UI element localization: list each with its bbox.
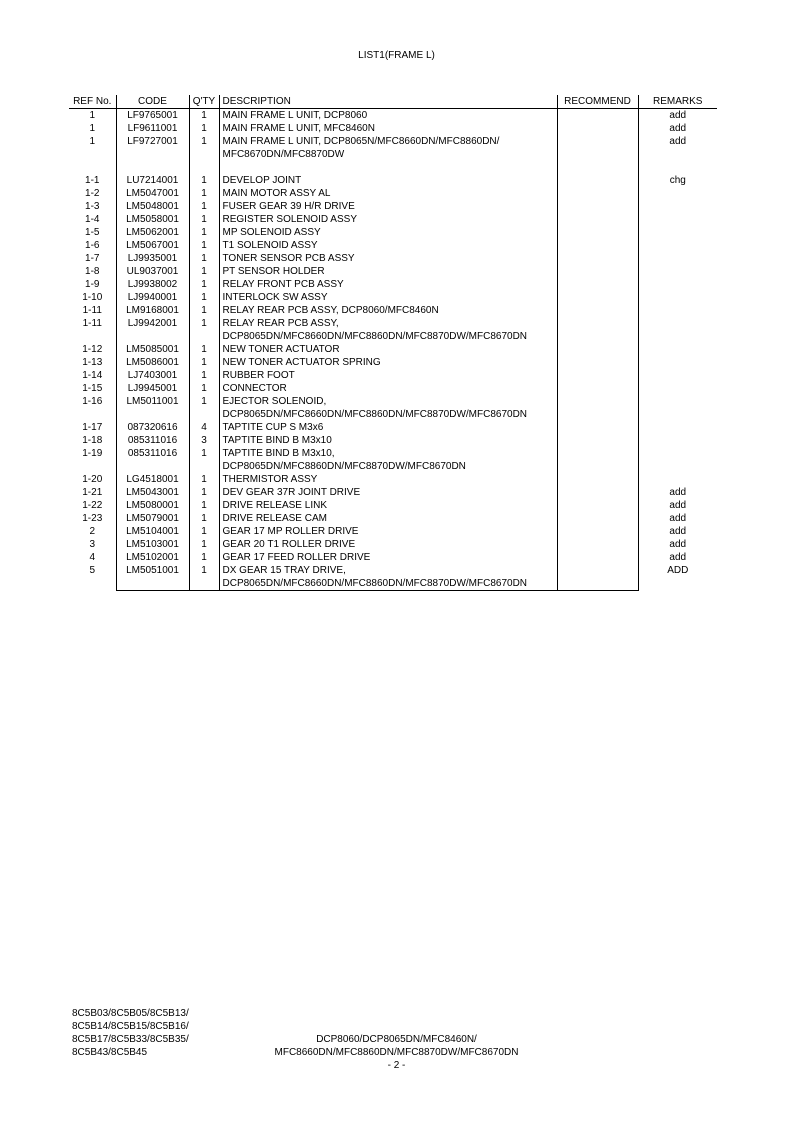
- cell-ref-no: 1-4: [69, 213, 116, 226]
- cell-qty: 1: [189, 356, 219, 369]
- cell-description: RELAY REAR PCB ASSY, DCP8060/MFC8460N: [219, 304, 557, 317]
- table-row: [69, 265, 717, 278]
- header-code: CODE: [116, 95, 189, 109]
- parts-table: [69, 95, 717, 591]
- cell-recommend: [557, 252, 638, 265]
- cell-recommend: [557, 577, 638, 591]
- cell-code: LJ9938002: [116, 278, 189, 291]
- cell-qty: 1: [189, 343, 219, 356]
- table-row: [69, 382, 717, 395]
- cell-recommend: [557, 135, 638, 148]
- cell-qty: [189, 577, 219, 591]
- cell-ref-no: 1-20: [69, 473, 116, 486]
- cell-ref-no: 4: [69, 551, 116, 564]
- cell-recommend: [557, 408, 638, 421]
- cell-qty: [189, 460, 219, 473]
- cell-code: LM5058001: [116, 213, 189, 226]
- cell-code: LJ9945001: [116, 382, 189, 395]
- cell-code: LM5062001: [116, 226, 189, 239]
- cell-description: RELAY REAR PCB ASSY,: [219, 317, 557, 330]
- cell-qty: 1: [189, 317, 219, 330]
- cell-ref-no: 1-21: [69, 486, 116, 499]
- cell-recommend: [557, 122, 638, 135]
- cell-recommend: [557, 200, 638, 213]
- cell-code: 085311016: [116, 434, 189, 447]
- page-number: - 2 -: [387, 1060, 406, 1071]
- cell-description: THERMISTOR ASSY: [219, 473, 557, 486]
- table-row: [69, 512, 717, 525]
- cell-ref-no: 1: [69, 122, 116, 135]
- cell-code: [116, 148, 189, 161]
- cell-recommend: [557, 317, 638, 330]
- cell-qty: 1: [189, 291, 219, 304]
- cell-description: GEAR 17 MP ROLLER DRIVE: [219, 525, 557, 538]
- cell-recommend: [557, 109, 638, 123]
- cell-code: LM5104001: [116, 525, 189, 538]
- cell-qty: 1: [189, 278, 219, 291]
- cell-code: LM5086001: [116, 356, 189, 369]
- cell-ref-no: 1-14: [69, 369, 116, 382]
- cell-remarks: [638, 356, 717, 369]
- cell-recommend: [557, 213, 638, 226]
- cell-description: MAIN FRAME L UNIT, DCP8065N/MFC8660DN/MFC8860DN/: [219, 135, 557, 148]
- cell-recommend: [557, 369, 638, 382]
- cell-description: DCP8065DN/MFC8660DN/MFC8860DN/MFC8870DW/MFC8670DN: [219, 330, 557, 343]
- cell-qty: 1: [189, 369, 219, 382]
- cell-qty: 1: [189, 239, 219, 252]
- cell-recommend: [557, 265, 638, 278]
- cell-remarks: add: [669, 487, 687, 498]
- cell-code: LM5103001: [116, 538, 189, 551]
- cell-ref-no: 1-22: [69, 499, 116, 512]
- cell-code: 087320616: [116, 421, 189, 434]
- footer-model-codes-line: 8C5B43/8C5B45: [72, 1047, 148, 1058]
- cell-ref-no: 1-6: [69, 239, 116, 252]
- cell-recommend: [557, 148, 638, 161]
- header-qty: Q'TY: [189, 95, 219, 109]
- table-row: [69, 356, 717, 369]
- cell-ref-no: 5: [69, 564, 116, 577]
- cell-qty: 1: [189, 265, 219, 278]
- cell-recommend: [557, 278, 638, 291]
- cell-recommend: [557, 551, 638, 564]
- table-row: [69, 304, 717, 317]
- cell-remarks: [638, 473, 717, 486]
- cell-qty: 1: [189, 538, 219, 551]
- cell-qty: 1: [189, 200, 219, 213]
- cell-remarks: [638, 187, 717, 200]
- cell-qty: 1: [189, 122, 219, 135]
- cell-remarks: chg: [669, 175, 686, 186]
- cell-ref-no: 1-13: [69, 356, 116, 369]
- cell-description: MP SOLENOID ASSY: [219, 226, 557, 239]
- cell-recommend: [557, 421, 638, 434]
- cell-code: LM5085001: [116, 343, 189, 356]
- cell-qty: 1: [189, 226, 219, 239]
- cell-remarks: [638, 291, 717, 304]
- cell-remarks: [638, 369, 717, 382]
- cell-code: LF9765001: [116, 109, 189, 123]
- table-row: [69, 551, 717, 564]
- table-header-row: [69, 95, 717, 109]
- table-row: [69, 317, 717, 330]
- cell-qty: 1: [189, 382, 219, 395]
- cell-qty: 1: [189, 473, 219, 486]
- cell-qty: 1: [189, 252, 219, 265]
- page-title: LIST1(FRAME L): [358, 50, 435, 61]
- cell-recommend: [557, 512, 638, 525]
- cell-remarks: [638, 434, 717, 447]
- cell-code: LM5079001: [116, 512, 189, 525]
- cell-description: NEW TONER ACTUATOR SPRING: [219, 356, 557, 369]
- cell-remarks: [638, 382, 717, 395]
- cell-code: LJ9935001: [116, 252, 189, 265]
- cell-remarks: [638, 252, 717, 265]
- table-row: [69, 434, 717, 447]
- cell-code: LM5011001: [116, 395, 189, 408]
- cell-qty: 1: [189, 174, 219, 187]
- table-row: [69, 395, 717, 408]
- table-row: [69, 486, 717, 499]
- cell-recommend: [557, 486, 638, 499]
- cell-description: RELAY FRONT PCB ASSY: [219, 278, 557, 291]
- cell-code: LG4518001: [116, 473, 189, 486]
- cell-ref-no: 1-15: [69, 382, 116, 395]
- cell-remarks: [638, 577, 717, 591]
- cell-description: DRIVE RELEASE CAM: [219, 512, 557, 525]
- cell-qty: 1: [189, 486, 219, 499]
- cell-ref-no: 1-8: [69, 265, 116, 278]
- table-row: [69, 187, 717, 200]
- table-row: [69, 330, 717, 343]
- header-recommend: RECOMMEND: [557, 95, 638, 109]
- cell-qty: 1: [189, 187, 219, 200]
- cell-remarks: [638, 213, 717, 226]
- cell-remarks: [638, 278, 717, 291]
- cell-code: [116, 460, 189, 473]
- table-row: [69, 200, 717, 213]
- table-row: [69, 473, 717, 486]
- cell-qty: 3: [189, 434, 219, 447]
- cell-qty: 1: [189, 395, 219, 408]
- cell-recommend: [557, 564, 638, 577]
- cell-recommend: [557, 304, 638, 317]
- parts-table-body: [69, 109, 717, 591]
- table-row: [69, 278, 717, 291]
- cell-code: LJ7403001: [116, 369, 189, 382]
- cell-ref-no: 1-12: [69, 343, 116, 356]
- cell-remarks: add: [669, 539, 687, 550]
- cell-description: REGISTER SOLENOID ASSY: [219, 213, 557, 226]
- cell-recommend: [557, 343, 638, 356]
- cell-remarks: [638, 265, 717, 278]
- cell-ref-no: 1-18: [69, 434, 116, 447]
- cell-recommend: [557, 395, 638, 408]
- cell-code: UL9037001: [116, 265, 189, 278]
- cell-ref-no: 1-17: [69, 421, 116, 434]
- cell-ref-no: 1-11: [69, 317, 116, 330]
- table-row: [69, 408, 717, 421]
- cell-recommend: [557, 434, 638, 447]
- cell-description: PT SENSOR HOLDER: [219, 265, 557, 278]
- cell-description: MAIN FRAME L UNIT, DCP8060: [219, 109, 557, 123]
- cell-remarks: [638, 343, 717, 356]
- cell-ref-no: 1-9: [69, 278, 116, 291]
- cell-ref-no: 1-2: [69, 187, 116, 200]
- cell-description: MAIN FRAME L UNIT, MFC8460N: [219, 122, 557, 135]
- cell-qty: 4: [189, 421, 219, 434]
- cell-code: [116, 577, 189, 591]
- cell-code: [116, 330, 189, 343]
- cell-code: LM5102001: [116, 551, 189, 564]
- cell-recommend: [557, 187, 638, 200]
- cell-code: LM5080001: [116, 499, 189, 512]
- spacer-cell: [69, 161, 116, 174]
- cell-recommend: [557, 382, 638, 395]
- cell-code: LM5051001: [116, 564, 189, 577]
- table-row: [69, 369, 717, 382]
- cell-ref-no: [69, 330, 116, 343]
- cell-ref-no: 1-19: [69, 447, 116, 460]
- cell-remarks: [638, 304, 717, 317]
- cell-qty: 1: [189, 499, 219, 512]
- cell-description: GEAR 17 FEED ROLLER DRIVE: [219, 551, 557, 564]
- cell-recommend: [557, 538, 638, 551]
- cell-code: LJ9940001: [116, 291, 189, 304]
- cell-description: DX GEAR 15 TRAY DRIVE,: [219, 564, 557, 577]
- cell-recommend: [557, 473, 638, 486]
- cell-remarks: [638, 447, 717, 460]
- cell-description: TAPTITE BIND B M3x10: [219, 434, 557, 447]
- spacer-cell: [219, 161, 557, 174]
- cell-recommend: [557, 460, 638, 473]
- cell-ref-no: 1-23: [69, 512, 116, 525]
- cell-ref-no: 1-5: [69, 226, 116, 239]
- cell-ref-no: [69, 577, 116, 591]
- cell-ref-no: 1: [69, 135, 116, 148]
- cell-code: LM9168001: [116, 304, 189, 317]
- cell-remarks: [638, 317, 717, 330]
- cell-qty: 1: [189, 213, 219, 226]
- cell-qty: 1: [189, 135, 219, 148]
- cell-ref-no: 1-10: [69, 291, 116, 304]
- cell-recommend: [557, 525, 638, 538]
- footer-model-codes-line: 8C5B03/8C5B05/8C5B13/: [72, 1008, 189, 1019]
- cell-code: LF9611001: [116, 122, 189, 135]
- table-row: [69, 577, 717, 591]
- cell-recommend: [557, 330, 638, 343]
- cell-code: LM5048001: [116, 200, 189, 213]
- cell-recommend: [557, 239, 638, 252]
- cell-ref-no: [69, 148, 116, 161]
- cell-qty: 1: [189, 525, 219, 538]
- cell-code: LU7214001: [116, 174, 189, 187]
- table-row: [69, 343, 717, 356]
- cell-description: T1 SOLENOID ASSY: [219, 239, 557, 252]
- cell-qty: 1: [189, 447, 219, 460]
- cell-description: DEVELOP JOINT: [219, 174, 557, 187]
- table-row: [69, 252, 717, 265]
- cell-remarks: [638, 421, 717, 434]
- cell-description: EJECTOR SOLENOID,: [219, 395, 557, 408]
- cell-recommend: [557, 356, 638, 369]
- table-row: [69, 135, 717, 148]
- cell-remarks: add: [669, 526, 687, 537]
- cell-recommend: [557, 226, 638, 239]
- cell-ref-no: 1-1: [69, 174, 116, 187]
- header-description: DESCRIPTION: [219, 95, 557, 109]
- cell-remarks: [638, 148, 717, 161]
- table-row: [69, 538, 717, 551]
- cell-description: FUSER GEAR 39 H/R DRIVE: [219, 200, 557, 213]
- table-row: [69, 122, 717, 135]
- cell-code: LF9727001: [116, 135, 189, 148]
- table-row: [69, 499, 717, 512]
- cell-remarks: add: [669, 500, 687, 511]
- cell-recommend: [557, 291, 638, 304]
- cell-description: MFC8670DN/MFC8870DW: [219, 148, 557, 161]
- table-row: [69, 291, 717, 304]
- footer-model-codes-line: 8C5B14/8C5B15/8C5B16/: [72, 1021, 189, 1032]
- table-row: [69, 226, 717, 239]
- cell-qty: 1: [189, 304, 219, 317]
- table-spacer-row: [69, 161, 717, 174]
- cell-description: DCP8065DN/MFC8860DN/MFC8870DW/MFC8670DN: [219, 460, 557, 473]
- cell-description: CONNECTOR: [219, 382, 557, 395]
- cell-qty: 1: [189, 551, 219, 564]
- cell-ref-no: 2: [69, 525, 116, 538]
- cell-remarks: [638, 239, 717, 252]
- cell-qty: [189, 148, 219, 161]
- footer-model-codes-line: 8C5B17/8C5B33/8C5B35/: [72, 1034, 189, 1045]
- table-row: [69, 148, 717, 161]
- cell-code: LM5043001: [116, 486, 189, 499]
- cell-description: TAPTITE BIND B M3x10,: [219, 447, 557, 460]
- cell-ref-no: 1-11: [69, 304, 116, 317]
- table-row: [69, 174, 717, 187]
- cell-code: LJ9942001: [116, 317, 189, 330]
- cell-description: GEAR 20 T1 ROLLER DRIVE: [219, 538, 557, 551]
- cell-remarks: [638, 200, 717, 213]
- cell-ref-no: [69, 408, 116, 421]
- cell-remarks: [638, 330, 717, 343]
- table-row: [69, 447, 717, 460]
- table-row: [69, 460, 717, 473]
- cell-description: DCP8065DN/MFC8660DN/MFC8860DN/MFC8870DW/MFC8670DN: [219, 408, 557, 421]
- cell-ref-no: 1: [69, 109, 116, 123]
- cell-qty: 1: [189, 109, 219, 123]
- cell-remarks: add: [669, 123, 687, 134]
- spacer-cell: [116, 161, 189, 174]
- cell-remarks: add: [669, 110, 687, 121]
- cell-remarks: [638, 226, 717, 239]
- cell-description: DRIVE RELEASE LINK: [219, 499, 557, 512]
- cell-code: LM5067001: [116, 239, 189, 252]
- cell-qty: 1: [189, 564, 219, 577]
- cell-description: MAIN MOTOR ASSY AL: [219, 187, 557, 200]
- cell-remarks: ADD: [667, 565, 689, 576]
- table-row: [69, 564, 717, 577]
- cell-ref-no: 1-7: [69, 252, 116, 265]
- footer-models: [0, 1033, 793, 1072]
- table-row: [69, 213, 717, 226]
- cell-description: DEV GEAR 37R JOINT DRIVE: [219, 486, 557, 499]
- cell-code: [116, 408, 189, 421]
- spacer-cell: [557, 161, 638, 174]
- cell-code: 085311016: [116, 447, 189, 460]
- table-row: [69, 525, 717, 538]
- cell-description: TAPTITE CUP S M3x6: [219, 421, 557, 434]
- spacer-cell: [189, 161, 219, 174]
- cell-ref-no: 1-3: [69, 200, 116, 213]
- cell-ref-no: [69, 460, 116, 473]
- cell-ref-no: 1-16: [69, 395, 116, 408]
- cell-recommend: [557, 499, 638, 512]
- cell-remarks: add: [669, 513, 687, 524]
- table-row: [69, 239, 717, 252]
- cell-ref-no: 3: [69, 538, 116, 551]
- cell-description: DCP8065DN/MFC8660DN/MFC8860DN/MFC8870DW/MFC8670DN: [219, 577, 557, 591]
- table-row: [69, 421, 717, 434]
- cell-description: TONER SENSOR PCB ASSY: [219, 252, 557, 265]
- cell-description: NEW TONER ACTUATOR: [219, 343, 557, 356]
- cell-code: LM5047001: [116, 187, 189, 200]
- spacer-cell: [638, 161, 717, 174]
- cell-remarks: add: [669, 136, 687, 147]
- cell-qty: [189, 408, 219, 421]
- cell-recommend: [557, 447, 638, 460]
- cell-remarks: [638, 395, 717, 408]
- footer-models-line: DCP8060/DCP8065DN/MFC8460N/: [316, 1034, 477, 1045]
- header-ref-no: REF No.: [69, 95, 116, 109]
- cell-remarks: add: [669, 552, 687, 563]
- cell-recommend: [557, 174, 638, 187]
- cell-description: RUBBER FOOT: [219, 369, 557, 382]
- cell-remarks: [638, 408, 717, 421]
- footer-models-line: MFC8660DN/MFC8860DN/MFC8870DW/MFC8670DN: [274, 1047, 519, 1058]
- cell-qty: 1: [189, 512, 219, 525]
- table-row: [69, 109, 717, 123]
- cell-remarks: [638, 460, 717, 473]
- cell-qty: [189, 330, 219, 343]
- cell-description: INTERLOCK SW ASSY: [219, 291, 557, 304]
- header-remarks: REMARKS: [638, 95, 717, 109]
